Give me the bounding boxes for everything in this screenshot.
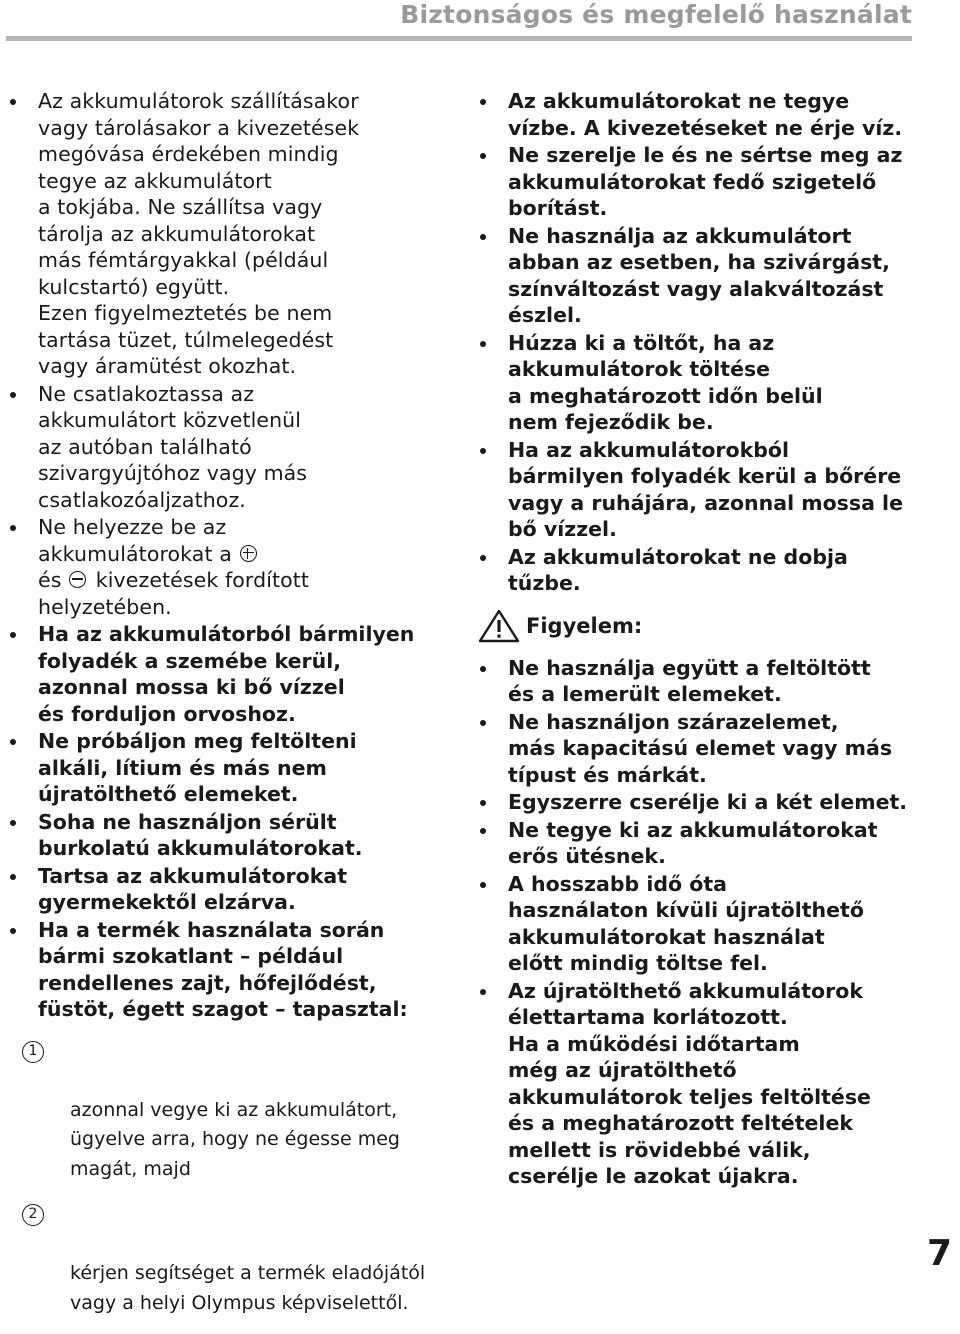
list-item: Ha az akkumulátorból bármilyen folyadék a szemébe kerül, azonnal mossa ki bő vízzel és forduljon orvoshoz. — [8, 621, 448, 727]
list-item: Ne csatlakoztassa az akkumulátort közvetlenül az autóban található szivargyújtóhoz vagy más csatlakozóaljzathoz. — [8, 381, 448, 514]
list-item-text: és — [38, 568, 62, 592]
warning-triangle-icon — [478, 609, 520, 643]
header-rule — [6, 36, 912, 41]
list-item-text: Ne helyezze be az akkumulátorokat a — [38, 515, 232, 566]
left-bullet-list — [8, 88, 448, 1023]
list-item: Ne használja együtt a feltöltött és a lemerült elemeket. — [478, 655, 926, 708]
page-number: 7 — [926, 1233, 952, 1274]
list-item: Ha az akkumulátorokból bármilyen folyadék kerül a bőrére vagy a ruhájára, azonnal mossa le bő vízzel. — [478, 437, 926, 543]
step-list — [22, 1037, 448, 1319]
list-item: A hosszabb idő óta használaton kívüli újratölthető akkumulátorokat használat előtt mindig töltse fel. — [478, 871, 926, 977]
list-item: Ha a termék használata során bármi szokatlant – például rendellenes zajt, hőfejlődést, füstöt, égett szagot – tapasztal: — [8, 917, 448, 1023]
list-item: Egyszerre cserélje ki a két elemet. — [478, 789, 926, 816]
list-item: Soha ne használjon sérült burkolatú akkumulátorokat. — [8, 809, 448, 862]
right-column — [478, 88, 926, 1191]
step-item — [22, 1037, 448, 1185]
plus-terminal-icon — [240, 545, 257, 562]
list-item: Az akkumulátorok szállításakor vagy tárolásakor a kivezetések megóvása érdekében mindig tegye az akkumulátort a tokjába. Ne szállítsa vagy tárolja az akkumulátorokat más fémtárgyakkal (például kulcstartó) együtt. Ezen figyelmeztetés be nem tartása tüzet, túlmelegedést vagy áramütést okozhat. — [8, 88, 448, 380]
step-text: azonnal vegye ki az akkumulátort, ügyelve arra, hogy ne égesse meg magát, majd — [70, 1098, 400, 1180]
list-item: Ne használja az akkumulátort abban az esetben, ha szivárgást, színváltozást vagy alakváltozást észlel. — [478, 223, 926, 329]
warning-title: Figyelem: — [526, 613, 643, 638]
list-item: Tartsa az akkumulátorokat gyermekektől elzárva. — [8, 863, 448, 916]
list-item — [8, 514, 448, 620]
list-item: Ne próbáljon meg feltölteni alkáli, lítium és más nem újratölthető elemeket. — [8, 728, 448, 808]
step-number-1: 1 — [22, 1041, 44, 1063]
step-number-2: 2 — [22, 1204, 44, 1226]
list-item: Ne tegye ki az akkumulátorokat erős ütésnek. — [478, 817, 926, 870]
page-header-title: Biztonságos és megfelelő használat — [400, 0, 912, 29]
minus-terminal-icon — [69, 571, 86, 588]
step-item — [22, 1200, 448, 1318]
list-item-text: kivezetések fordított helyzetében. — [38, 568, 310, 619]
list-item: Ne használjon szárazelemet, más kapacitású elemet vagy más típust és márkát. — [478, 709, 926, 789]
list-item: Ne szerelje le és ne sértse meg az akkumulátorokat fedő szigetelő borítást. — [478, 142, 926, 222]
list-item: Az újratölthető akkumulátorok élettartama korlátozott. Ha a működési időtartam még az újratölthető akkumulátorok teljes feltöltése és a meghatározott feltételek mellett is rövidebbé válik, cserélje le azokat újakra. — [478, 978, 926, 1190]
right-bullet-list — [478, 88, 926, 597]
list-item: Az akkumulátorokat ne dobja tűzbe. — [478, 544, 926, 597]
left-column — [8, 88, 448, 1334]
list-item: Húzza ki a töltőt, ha az akkumulátorok töltése a meghatározott időn belül nem fejeződik be. — [478, 330, 926, 436]
step-text: kérjen segítséget a termék eladójától vagy a helyi Olympus képviselettől. — [70, 1262, 426, 1314]
warning-heading — [478, 609, 926, 643]
list-item: Az akkumulátorokat ne tegye vízbe. A kivezetéseket ne érje víz. — [478, 88, 926, 141]
warning-bullet-list — [478, 655, 926, 1190]
